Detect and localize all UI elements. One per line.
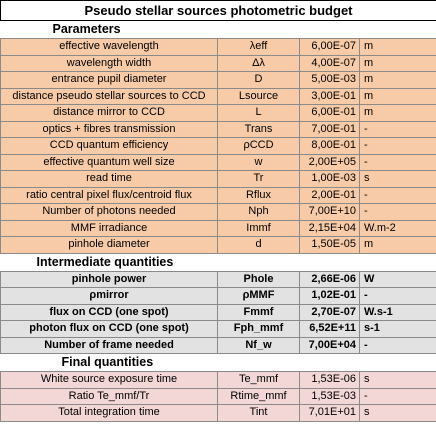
intermediate-unit[interactable]: - bbox=[360, 288, 436, 305]
param-label[interactable]: distance mirror to CCD bbox=[1, 105, 218, 122]
intermediate-value[interactable]: 1,02E-01 bbox=[300, 288, 360, 305]
param-label[interactable]: distance pseudo stellar sources to CCD bbox=[1, 88, 218, 105]
param-unit[interactable]: m bbox=[360, 105, 436, 122]
table-row bbox=[1, 304, 436, 321]
intermediate-value[interactable]: 7,00E+04 bbox=[300, 337, 360, 354]
table-row bbox=[1, 187, 436, 204]
table-row bbox=[1, 171, 436, 188]
section-row-final bbox=[1, 354, 436, 372]
param-symbol[interactable]: Immf bbox=[218, 220, 300, 237]
final-value[interactable]: 1,53E-06 bbox=[300, 372, 360, 389]
table-row bbox=[1, 321, 436, 338]
intermediate-symbol[interactable]: Phole bbox=[218, 271, 300, 288]
param-symbol[interactable]: Trans bbox=[218, 121, 300, 138]
param-value[interactable]: 7,00E-01 bbox=[300, 121, 360, 138]
param-label[interactable]: read time bbox=[1, 171, 218, 188]
table-row bbox=[1, 405, 436, 422]
param-symbol[interactable]: Rflux bbox=[218, 187, 300, 204]
param-symbol[interactable]: Lsource bbox=[218, 88, 300, 105]
param-label[interactable]: entrance pupil diameter bbox=[1, 72, 218, 89]
param-value[interactable]: 5,00E-03 bbox=[300, 72, 360, 89]
param-value[interactable]: 2,00E-01 bbox=[300, 187, 360, 204]
param-value[interactable]: 4,00E-07 bbox=[300, 55, 360, 72]
param-unit[interactable]: - bbox=[360, 154, 436, 171]
param-value[interactable]: 2,15E+04 bbox=[300, 220, 360, 237]
param-label[interactable]: ratio central pixel flux/centroid flux bbox=[1, 187, 218, 204]
param-unit[interactable]: m bbox=[360, 88, 436, 105]
param-value[interactable]: 6,00E-07 bbox=[300, 39, 360, 56]
param-symbol[interactable]: Nph bbox=[218, 204, 300, 221]
table-row bbox=[1, 220, 436, 237]
param-symbol[interactable]: d bbox=[218, 237, 300, 254]
table-row bbox=[1, 337, 436, 354]
table-row bbox=[1, 372, 436, 389]
param-value[interactable]: 3,00E-01 bbox=[300, 88, 360, 105]
intermediate-unit[interactable]: W.s-1 bbox=[360, 304, 436, 321]
param-label[interactable]: pinhole diameter bbox=[1, 237, 218, 254]
intermediate-unit[interactable]: W bbox=[360, 271, 436, 288]
table-row bbox=[1, 204, 436, 221]
intermediate-label[interactable]: photon flux on CCD (one spot) bbox=[1, 321, 218, 338]
table-row bbox=[1, 88, 436, 105]
table-row bbox=[1, 105, 436, 122]
intermediate-unit[interactable]: - bbox=[360, 337, 436, 354]
param-label[interactable]: Number of photons needed bbox=[1, 204, 218, 221]
final-symbol[interactable]: Tint bbox=[218, 405, 300, 422]
intermediate-label[interactable]: flux on CCD (one spot) bbox=[1, 304, 218, 321]
param-value[interactable]: 2,00E+05 bbox=[300, 154, 360, 171]
param-unit[interactable]: m bbox=[360, 39, 436, 56]
intermediate-value[interactable]: 6,52E+11 bbox=[300, 321, 360, 338]
final-label[interactable]: Total integration time bbox=[1, 405, 218, 422]
param-symbol[interactable]: Tr bbox=[218, 171, 300, 188]
param-unit[interactable]: - bbox=[360, 121, 436, 138]
final-unit[interactable]: s bbox=[360, 405, 436, 422]
table-row bbox=[1, 138, 436, 155]
param-unit[interactable]: s bbox=[360, 171, 436, 188]
param-label[interactable]: wavelength width bbox=[1, 55, 218, 72]
param-unit[interactable]: - bbox=[360, 138, 436, 155]
param-symbol[interactable]: D bbox=[218, 72, 300, 89]
table-row bbox=[1, 288, 436, 305]
intermediate-label[interactable]: ρmirror bbox=[1, 288, 218, 305]
param-unit[interactable]: m bbox=[360, 55, 436, 72]
param-symbol[interactable]: w bbox=[218, 154, 300, 171]
table-row bbox=[1, 237, 436, 254]
param-unit[interactable]: m bbox=[360, 237, 436, 254]
table-row bbox=[1, 154, 436, 171]
param-unit[interactable]: m bbox=[360, 72, 436, 89]
intermediate-symbol[interactable]: Fmmf bbox=[218, 304, 300, 321]
param-value[interactable]: 7,00E+10 bbox=[300, 204, 360, 221]
param-value[interactable]: 8,00E-01 bbox=[300, 138, 360, 155]
param-value[interactable]: 6,00E-01 bbox=[300, 105, 360, 122]
param-value[interactable]: 1,00E-03 bbox=[300, 171, 360, 188]
table-row bbox=[1, 121, 436, 138]
param-label[interactable]: effective wavelength bbox=[1, 39, 218, 56]
section-title-intermediate: Intermediate quantities bbox=[36, 254, 174, 269]
intermediate-value[interactable]: 2,70E-07 bbox=[300, 304, 360, 321]
param-symbol[interactable]: ρCCD bbox=[218, 138, 300, 155]
final-symbol[interactable]: Te_mmf bbox=[218, 372, 300, 389]
param-value[interactable]: 1,50E-05 bbox=[300, 237, 360, 254]
intermediate-symbol[interactable]: ρMMF bbox=[218, 288, 300, 305]
section-row-parameters bbox=[1, 21, 436, 39]
sheet-title[interactable]: Pseudo stellar sources photometric budget bbox=[1, 1, 436, 21]
final-label[interactable]: White source exposure time bbox=[1, 372, 218, 389]
param-unit[interactable]: - bbox=[360, 204, 436, 221]
table-row bbox=[1, 388, 436, 405]
intermediate-label[interactable]: pinhole power bbox=[1, 271, 218, 288]
final-unit[interactable]: - bbox=[360, 388, 436, 405]
final-value[interactable]: 1,53E-03 bbox=[300, 388, 360, 405]
final-value[interactable]: 7,01E+01 bbox=[300, 405, 360, 422]
intermediate-unit[interactable]: s-1 bbox=[360, 321, 436, 338]
param-label[interactable]: CCD quantum efficiency bbox=[1, 138, 218, 155]
param-symbol[interactable]: λeff bbox=[218, 39, 300, 56]
intermediate-symbol[interactable]: Nf_w bbox=[218, 337, 300, 354]
table-row bbox=[1, 271, 436, 288]
param-label[interactable]: optics + fibres transmission bbox=[1, 121, 218, 138]
table-row bbox=[1, 72, 436, 89]
param-symbol[interactable]: L bbox=[218, 105, 300, 122]
param-symbol[interactable]: Δλ bbox=[218, 55, 300, 72]
param-label[interactable]: MMF irradiance bbox=[1, 220, 218, 237]
title-row bbox=[1, 1, 436, 21]
section-title-parameters: Parameters bbox=[52, 22, 121, 36]
intermediate-symbol[interactable]: Fph_mmf bbox=[218, 321, 300, 338]
final-symbol[interactable]: Rtime_mmf bbox=[218, 388, 300, 405]
section-row-intermediate bbox=[1, 253, 436, 271]
table-row bbox=[1, 39, 436, 56]
section-title-final: Final quantities bbox=[61, 355, 154, 369]
intermediate-value[interactable]: 2,66E-06 bbox=[300, 271, 360, 288]
param-label[interactable]: effective quantum well size bbox=[1, 154, 218, 171]
table-row bbox=[1, 55, 436, 72]
final-label[interactable]: Ratio Te_mmf/Tr bbox=[1, 388, 218, 405]
param-unit[interactable]: W.m-2 bbox=[360, 220, 436, 237]
intermediate-label[interactable]: Number of frame needed bbox=[1, 337, 218, 354]
final-unit[interactable]: s bbox=[360, 372, 436, 389]
param-unit[interactable]: - bbox=[360, 187, 436, 204]
